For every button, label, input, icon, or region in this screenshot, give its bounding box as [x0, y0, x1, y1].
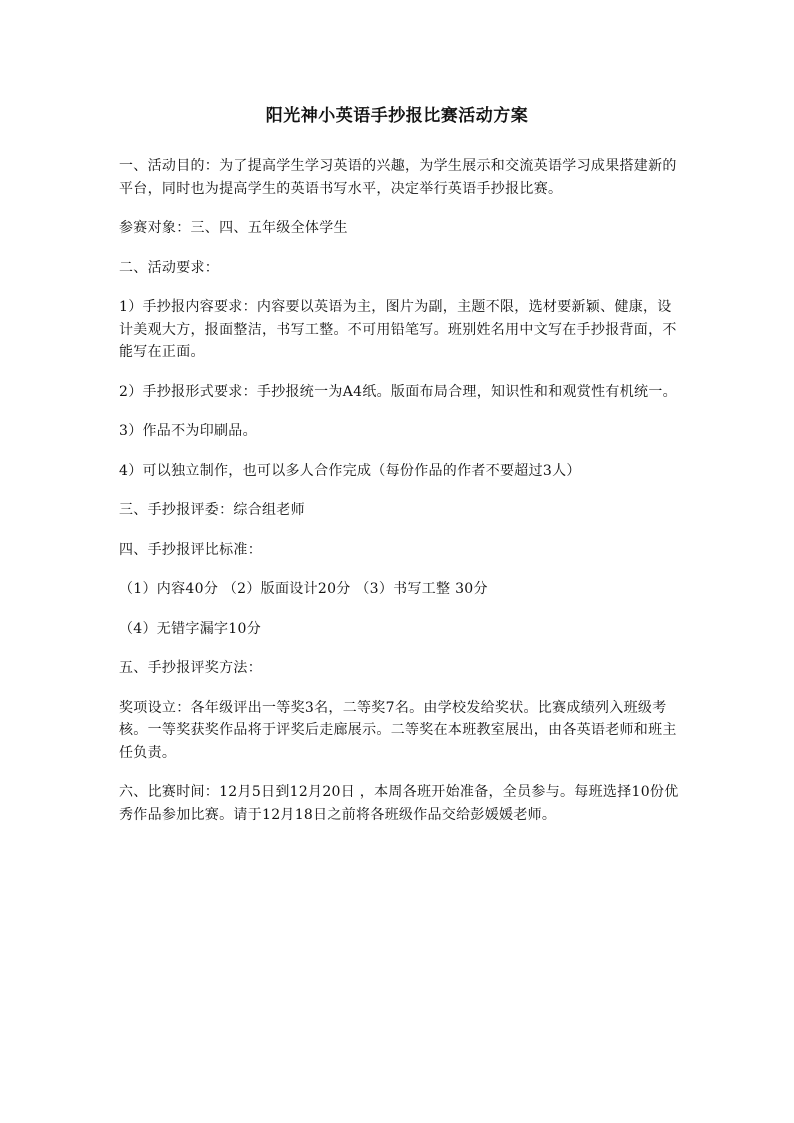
paragraph-award-details: 奖项设立：各年级评出一等奖3名，二等奖7名。由学校发给奖状。比赛成绩列入班级考核。一等奖获奖作品将于评奖后走廊展示。二等奖在本班教室展出，由各英语老师和班主任负责。: [119, 699, 677, 761]
document-body: [119, 155, 681, 843]
paragraph-award-heading: 五、手抄报评奖方法：: [119, 660, 262, 676]
paragraph-criteria-4: （4）无错字漏字10分: [119, 620, 262, 637]
paragraph-requirement-team: 4）可以独立制作，也可以多人合作完成（每份作品的作者不要超过3人）: [119, 462, 581, 479]
paragraph-requirements-heading: 二、活动要求：: [119, 259, 220, 276]
paragraph-requirement-format: 2）手抄报形式要求：手抄报统一为A4纸。版面布局合理，知识性和和观赏性有机统一。: [119, 383, 677, 400]
paragraph-participants: 参赛对象：三、四、五年级全体学生: [119, 220, 348, 236]
document-title: 阳光神小英语手抄报比赛活动方案: [265, 106, 529, 126]
paragraph-schedule: 六、比赛时间：12月5日到12月20日 ，本周各班开始准备，全员参与。每班选择10份优秀作品参加比赛。请于12月18日之前将各班级作品交给彭媛媛老师。: [119, 784, 679, 823]
paragraph-requirement-not-printed: 3）作品不为印刷品。: [119, 423, 257, 439]
paragraph-judges: 三、手抄报评委：综合组老师: [119, 502, 305, 518]
paragraph-criteria-heading: 四、手抄报评比标准：: [119, 541, 262, 558]
paragraph-requirement-content: 1）手抄报内容要求：内容要以英语为主，图片为副，主题不限，选材要新颖、健康，设计美观大方，报面整洁，书写工整。不可用铅笔写。班别姓名用中文写在手抄报背面，不能写在正面。: [119, 299, 677, 360]
paragraph-purpose: 一、活动目的：为了提高学生学习英语的兴趣，为学生展示和交流英语学习成果搭建新的平台，同时也为提高学生的英语书写水平，决定举行英语手抄报比赛。: [119, 158, 677, 197]
paragraph-criteria-1-3: （1）内容40分 （2）版面设计20分 （3）书写工整 30分: [119, 581, 488, 597]
